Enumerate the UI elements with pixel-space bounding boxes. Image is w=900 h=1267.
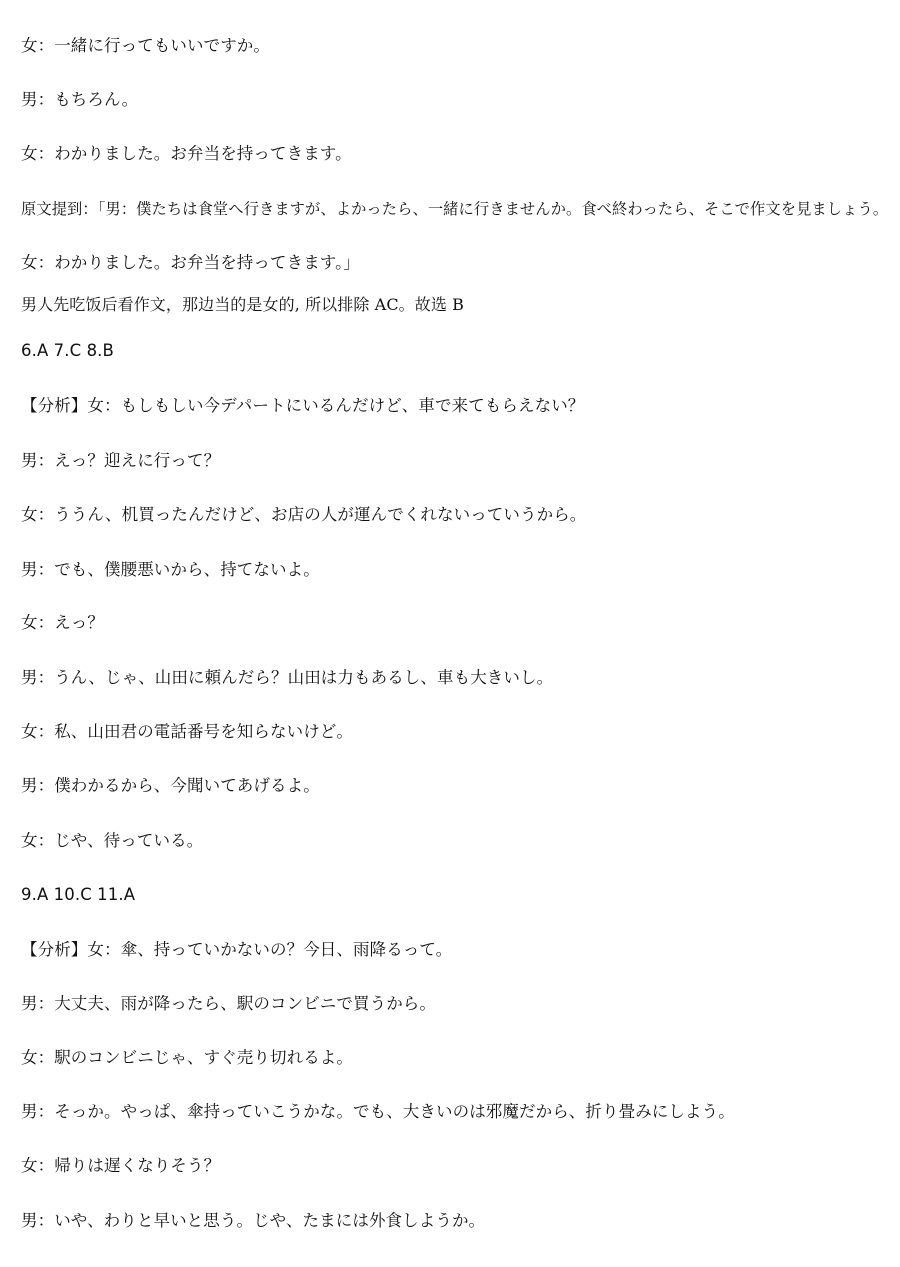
explanation-line: 男人先吃饭后看作文，那边当的是女的, 所以排除 AC。故选 B xyxy=(21,295,464,314)
dialogue-line: 男：うん、じゃ、山田に頼んだら？山田は力もあるし、車も大きいし。 xyxy=(21,668,554,687)
analysis-line: 【分析】女：傘、持っていかないの？今日、雨降るって。 xyxy=(21,940,453,959)
dialogue-line: 女：私、山田君の電話番号を知らないけど。 xyxy=(21,722,353,741)
dialogue-line: 女：えっ？ xyxy=(21,613,104,632)
dialogue-line: 男：もちろん。 xyxy=(21,90,139,109)
answer-key-line: 6.A 7.C 8.B xyxy=(21,341,114,360)
dialogue-line: 男：大丈夫、雨が降ったら、駅のコンビニで買うから。 xyxy=(21,994,436,1013)
dialogue-line: 男：いや、わりと早いと思う。じや、たまには外食しようか。 xyxy=(21,1211,486,1230)
dialogue-line: 女：駅のコンビニじゃ、すぐ売り切れるよ。 xyxy=(21,1048,353,1067)
analysis-line: 【分析】女：もしもしい今デパートにいるんだけど、車で来てもらえない？ xyxy=(21,396,585,415)
dialogue-line: 男：でも、僕腰悪いから、持てないよ。 xyxy=(21,560,320,579)
dialogue-line: 女：一緒に行ってもいいですか。 xyxy=(21,36,270,55)
dialogue-line: 女：じや、待っている。 xyxy=(21,831,204,850)
dialogue-line: 男：えっ？迎えに行って？ xyxy=(21,451,221,470)
dialogue-line: 女：わかりました。お弁当を持ってきます。」 xyxy=(21,253,361,272)
dialogue-line: 女：ううん、机買ったんだけど、お店の人が運んでくれないっていうから。 xyxy=(21,505,587,524)
dialogue-line: 男：そっか。やっぱ、傘持っていこうかな。でも、大きいのは邪魔だから、折り畳みにしよう。 xyxy=(21,1102,735,1121)
answer-key-line: 9.A 10.C 11.A xyxy=(21,885,136,904)
dialogue-line: 女：わかりました。お弁当を持ってきます。 xyxy=(21,144,352,163)
source-quote-line: 原文提到：「男：僕たちは食堂へ行きますが、よかったら、一緒に行きませんか。食べ終わったら、そこで作文を見ましょう。 xyxy=(21,200,889,218)
dialogue-line: 男：僕わかるから、今聞いてあげるよ。 xyxy=(21,776,320,795)
dialogue-line: 女：帰りは遅くなりそう？ xyxy=(21,1156,221,1175)
